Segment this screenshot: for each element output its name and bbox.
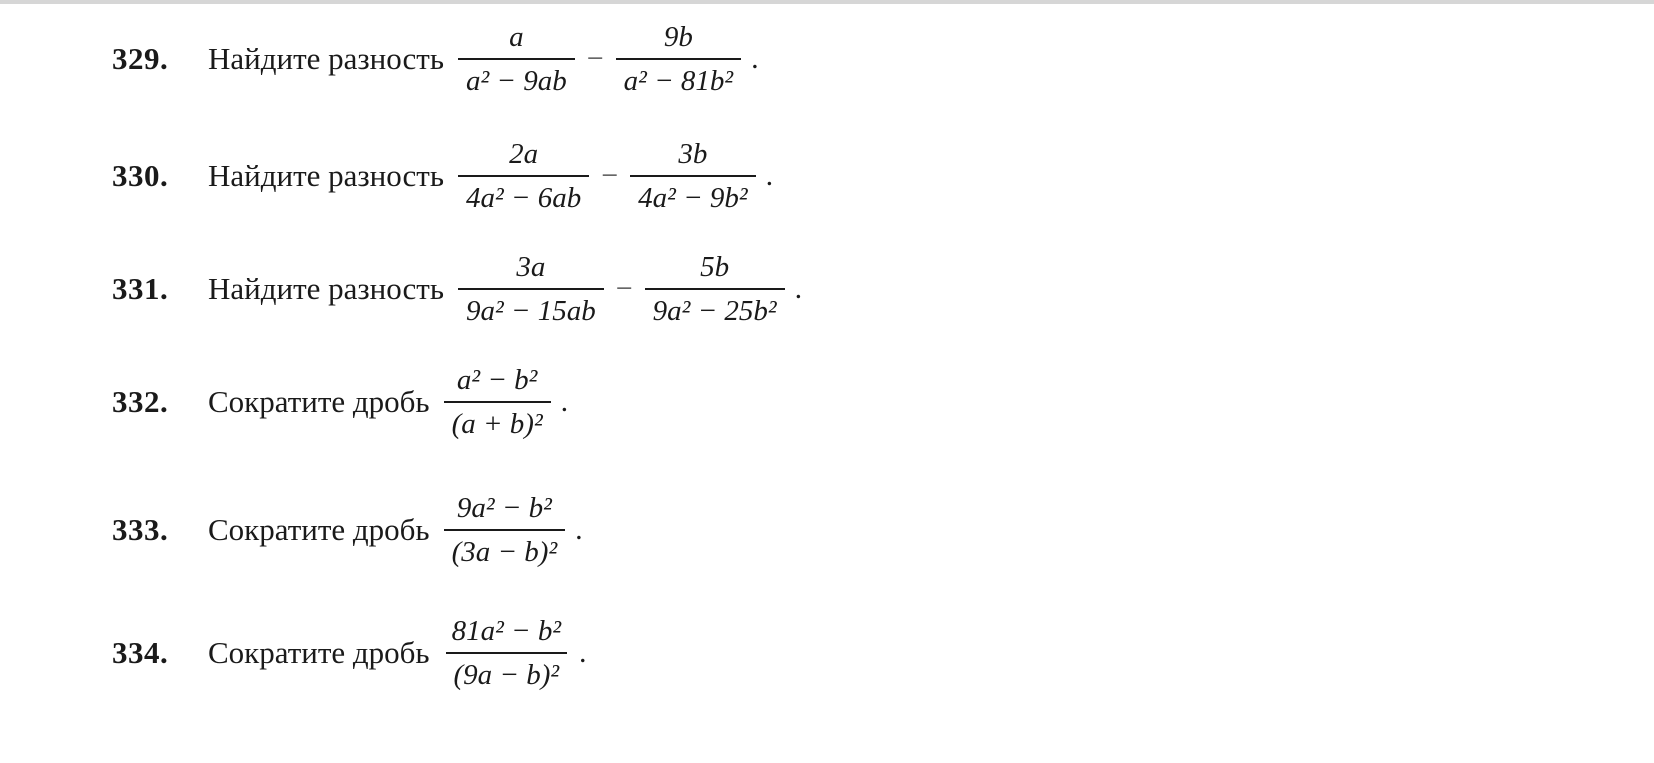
problem-instruction: Сократите дробь — [208, 384, 430, 420]
problem-number: 331. — [112, 271, 169, 307]
problem-number: 333. — [112, 512, 169, 548]
fraction-numerator: a — [509, 21, 524, 53]
fraction-numerator: 81a² − b² — [451, 615, 562, 647]
minus-operator: − — [615, 272, 633, 306]
fraction — [645, 252, 785, 327]
fraction — [444, 493, 566, 568]
fraction — [458, 139, 589, 214]
fraction-numerator: 2a — [509, 138, 539, 170]
minus-operator: − — [586, 42, 604, 76]
problem-330 — [112, 139, 773, 214]
end-punctuation: . — [794, 272, 803, 306]
fraction-numerator: 9b — [663, 21, 693, 53]
fraction — [458, 22, 575, 97]
problem-number: 334. — [112, 635, 169, 671]
end-punctuation: . — [575, 513, 583, 547]
end-punctuation: . — [579, 636, 587, 670]
problem-334 — [112, 616, 587, 691]
fraction-numerator: 9a² − b² — [456, 492, 552, 524]
end-punctuation: . — [560, 385, 569, 419]
fraction-denominator: 9a² − 15ab — [458, 288, 604, 326]
top-divider — [0, 0, 1654, 4]
fraction — [616, 22, 741, 97]
fraction-denominator: 4a² − 6ab — [458, 175, 589, 213]
fraction-denominator: (9a − b)² — [446, 652, 568, 690]
problem-instruction: Найдите разность — [208, 41, 444, 77]
fraction-denominator: a² − 81b² — [616, 58, 741, 96]
end-punctuation: . — [751, 42, 759, 76]
problem-333 — [112, 493, 583, 568]
minus-operator: − — [601, 159, 619, 193]
fraction — [458, 252, 604, 327]
fraction — [630, 139, 755, 214]
problem-332 — [112, 365, 568, 440]
fraction-denominator: (3a − b)² — [444, 529, 566, 567]
fraction-denominator: (a + b)² — [444, 401, 551, 439]
fraction — [444, 616, 569, 691]
fraction-numerator: 3a — [516, 251, 546, 283]
problem-instruction: Найдите разность — [208, 158, 444, 194]
problem-number: 332. — [112, 384, 169, 420]
fraction-numerator: 5b — [700, 251, 730, 283]
fraction-numerator: a² − b² — [456, 364, 538, 396]
problem-329 — [112, 22, 759, 97]
fraction-denominator: 4a² − 9b² — [630, 175, 755, 213]
problem-instruction: Найдите разность — [208, 271, 444, 307]
problem-instruction: Сократите дробь — [208, 512, 430, 548]
problem-number: 330. — [112, 158, 169, 194]
problem-number: 329. — [112, 41, 169, 77]
fraction-denominator: 9a² − 25b² — [645, 288, 785, 326]
problem-instruction: Сократите дробь — [208, 635, 430, 671]
fraction-denominator: a² − 9ab — [458, 58, 575, 96]
fraction-numerator: 3b — [678, 138, 708, 170]
problem-331 — [112, 252, 802, 327]
fraction — [444, 365, 551, 440]
end-punctuation: . — [765, 159, 774, 193]
